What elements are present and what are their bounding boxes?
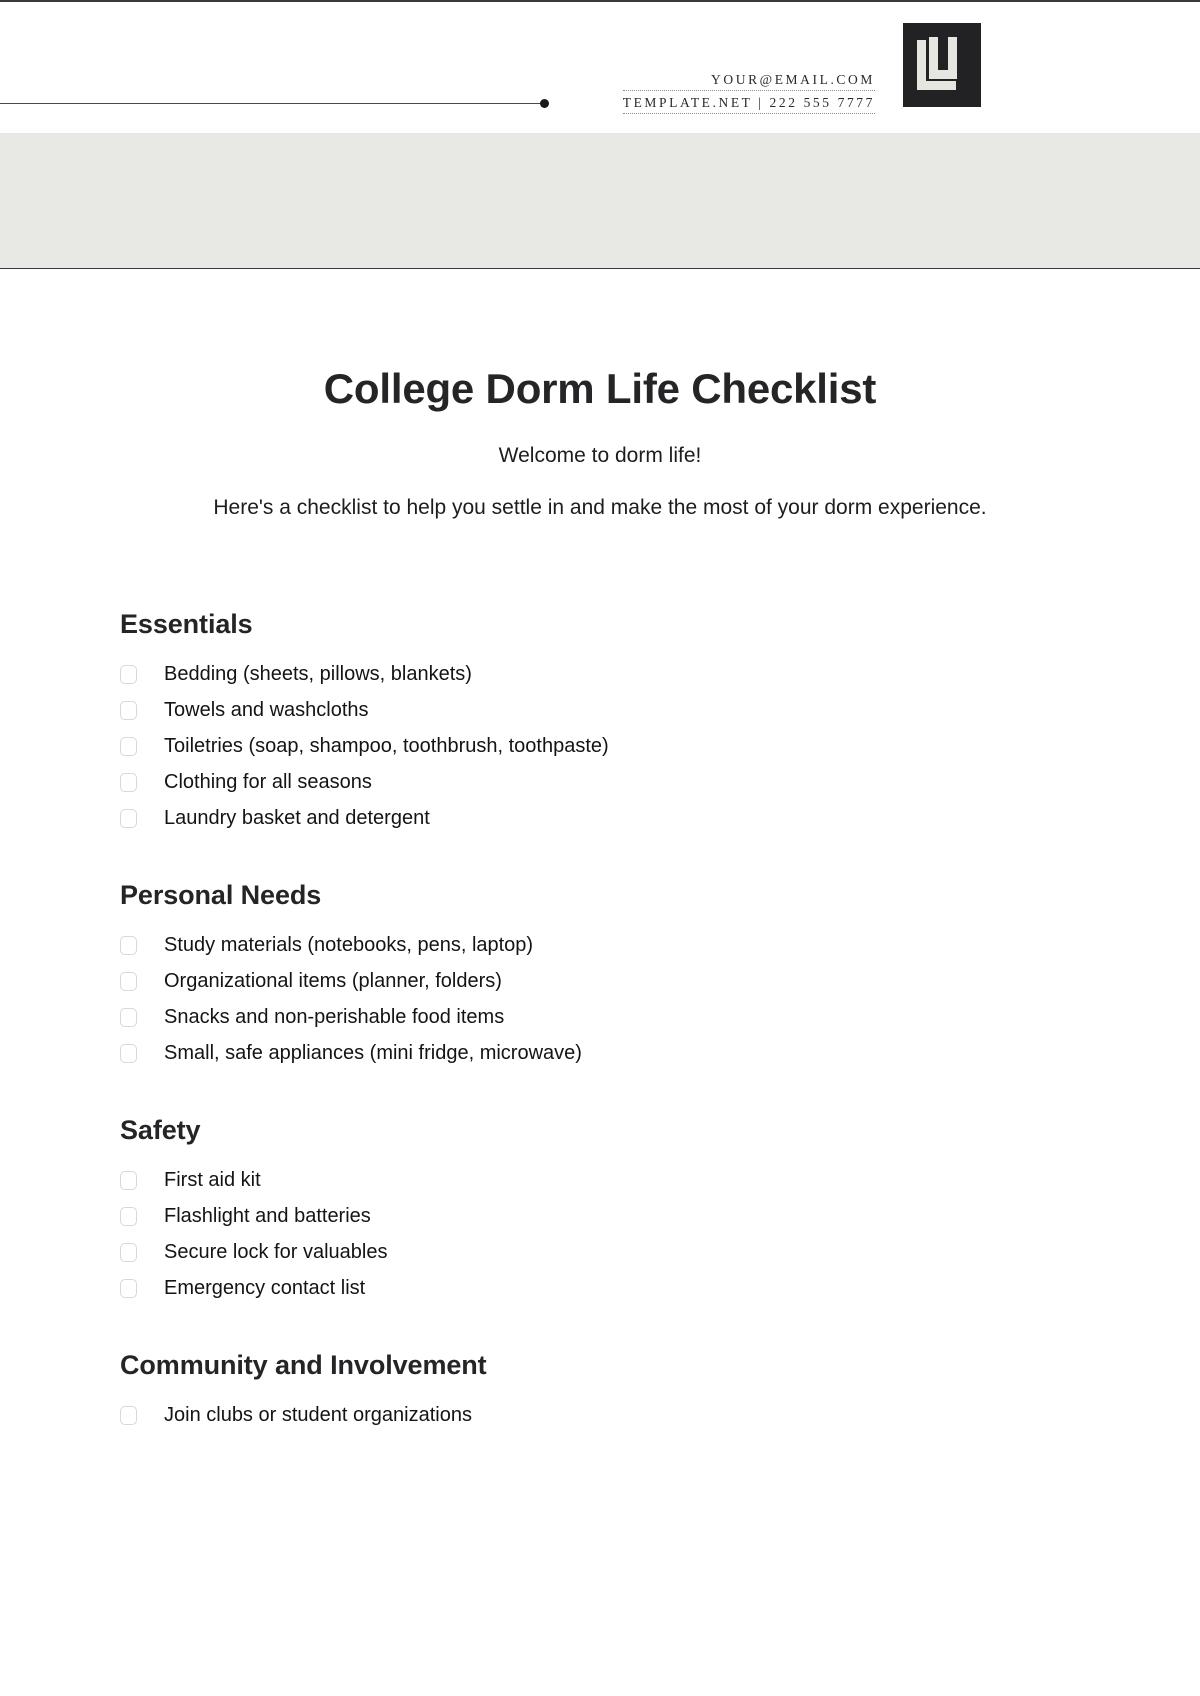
checklist-item-label: Toiletries (soap, shampoo, toothbrush, toothpaste) <box>164 735 609 758</box>
checklist-sections <box>0 523 1200 1433</box>
checkbox-icon[interactable] <box>120 809 137 828</box>
accent-line-dot-icon <box>540 99 549 108</box>
checklist-item-label: Laundry basket and detergent <box>164 807 430 830</box>
brand-logo <box>903 23 981 107</box>
letterhead-accent-line <box>0 96 560 112</box>
checklist-item[interactable] <box>120 764 1200 800</box>
letterhead <box>0 2 1200 133</box>
checkbox-icon[interactable] <box>120 665 137 684</box>
checklist-item[interactable] <box>120 963 1200 999</box>
checklist-item[interactable] <box>120 728 1200 764</box>
intro-line-2: Here's a checklist to help you settle in and make the most of your dorm experience. <box>213 495 987 519</box>
checkbox-icon[interactable] <box>120 1279 137 1298</box>
checklist <box>120 927 1200 1071</box>
checkbox-icon[interactable] <box>120 1044 137 1063</box>
checklist-item-label: Towels and washcloths <box>164 699 369 722</box>
checklist-item[interactable] <box>120 800 1200 836</box>
checklist-item-label: Organizational items (planner, folders) <box>164 970 502 993</box>
checklist <box>120 656 1200 836</box>
checklist-section-safety <box>120 1071 1200 1306</box>
intro-line-1: Welcome to dorm life! <box>498 444 702 468</box>
checkbox-icon[interactable] <box>120 972 137 991</box>
checklist-item-label: Join clubs or student organizations <box>164 1404 472 1427</box>
checklist-item-label: Emergency contact list <box>164 1277 366 1300</box>
contact-email: YOUR@EMAIL.COM <box>623 70 875 91</box>
page-title: College Dorm Life Checklist <box>323 365 877 412</box>
checkbox-icon[interactable] <box>120 701 137 720</box>
checkbox-icon[interactable] <box>120 1207 137 1226</box>
section-heading: Community and Involvement <box>120 1350 487 1381</box>
checklist-item-label: First aid kit <box>164 1169 261 1192</box>
checklist-item-label: Study materials (notebooks, pens, laptop) <box>164 934 534 957</box>
checklist-item-label: Bedding (sheets, pillows, blankets) <box>164 663 472 686</box>
checklist-section-community-and-involvement <box>120 1306 1200 1433</box>
checklist-item[interactable] <box>120 1397 1200 1433</box>
checklist-item[interactable] <box>120 1162 1200 1198</box>
checkbox-icon[interactable] <box>120 1406 137 1425</box>
checklist-item[interactable] <box>120 1035 1200 1071</box>
checklist-item[interactable] <box>120 1270 1200 1306</box>
contact-website-phone: TEMPLATE.NET | 222 555 7777 <box>623 93 875 114</box>
checklist-item-label: Snacks and non-perishable food items <box>164 1006 505 1029</box>
checklist-item[interactable] <box>120 999 1200 1035</box>
checklist-item-label: Secure lock for valuables <box>164 1241 388 1264</box>
checklist-item[interactable] <box>120 692 1200 728</box>
header-banner <box>0 133 1200 269</box>
section-heading: Personal Needs <box>120 880 322 911</box>
checklist-item-label: Clothing for all seasons <box>164 771 372 794</box>
contact-details <box>623 70 875 114</box>
section-heading: Safety <box>120 1115 201 1146</box>
checklist-item[interactable] <box>120 656 1200 692</box>
checklist-item[interactable] <box>120 1234 1200 1270</box>
checkbox-icon[interactable] <box>120 1171 137 1190</box>
checklist-item[interactable] <box>120 927 1200 963</box>
checklist-item[interactable] <box>120 1198 1200 1234</box>
brand-monogram-icon <box>903 23 981 107</box>
checkbox-icon[interactable] <box>120 936 137 955</box>
checkbox-icon[interactable] <box>120 1243 137 1262</box>
document-body <box>0 270 1200 1433</box>
checkbox-icon[interactable] <box>120 1008 137 1027</box>
checkbox-icon[interactable] <box>120 773 137 792</box>
checklist-section-personal-needs <box>120 836 1200 1071</box>
accent-line-stroke <box>0 103 546 104</box>
checklist <box>120 1397 1200 1433</box>
checklist <box>120 1162 1200 1306</box>
checklist-item-label: Small, safe appliances (mini fridge, microwave) <box>164 1042 582 1065</box>
checklist-section-essentials <box>120 523 1200 836</box>
checkbox-icon[interactable] <box>120 737 137 756</box>
section-heading: Essentials <box>120 609 253 640</box>
checklist-item-label: Flashlight and batteries <box>164 1205 371 1228</box>
